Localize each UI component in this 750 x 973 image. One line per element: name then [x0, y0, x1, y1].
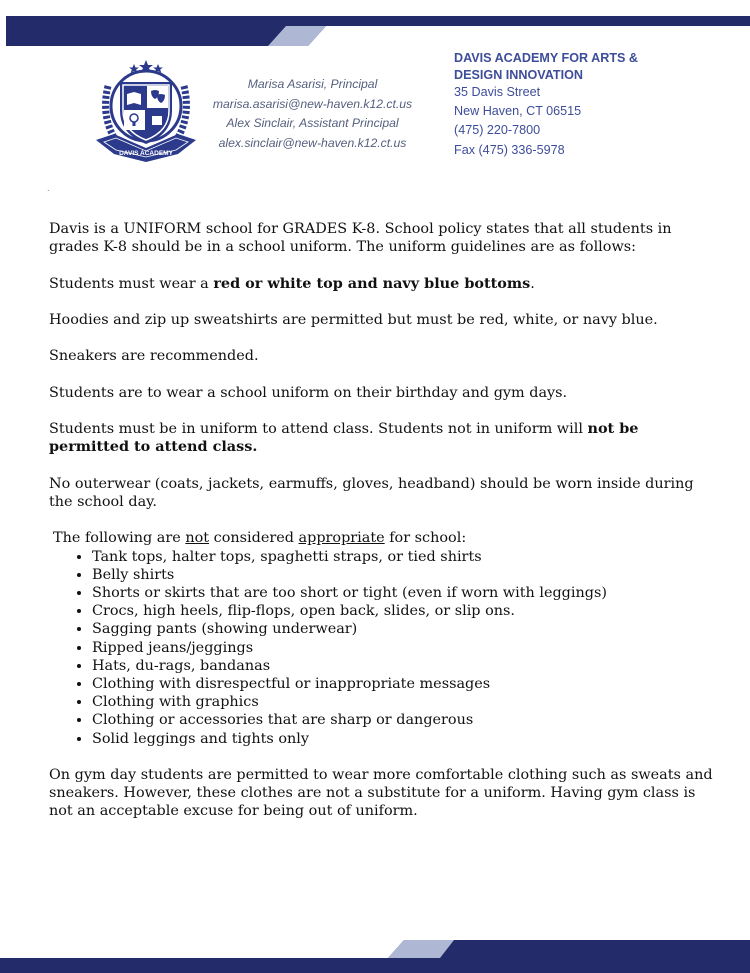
logo-banner-text: DAVIS ACADEMY — [119, 150, 173, 157]
list-item: • Belly shirts — [92, 566, 714, 584]
list-intro-text-a: The following are — [53, 530, 186, 547]
list-intro-text-c: for school: — [384, 530, 467, 547]
assistant-principal-email: alex.sinclair@new-haven.k12.ct.us — [218, 135, 407, 150]
fax-number: Fax (475) 336-5978 — [454, 142, 565, 157]
not-appropriate-list — [49, 548, 714, 748]
sneakers-rule: Sneakers are recommended. — [49, 348, 259, 365]
list-intro-not: not — [185, 530, 210, 547]
policy-body — [49, 220, 714, 821]
top-bottom-rule-emphasis: red or white top and navy blue bottoms — [213, 274, 531, 292]
gym-day-paragraph: On gym day students are permitted to wear more comfortable clothing such as sweats and sneakers. However, these clothes are not a substitute for a uniform. Having gym class is not an acceptable excuse for being out of uniform. — [49, 766, 713, 820]
intro-paragraph: Davis is a UNIFORM school for GRADES K-8. School policy states that all students in grades K-8 should be in a school uniform. The uniform guidelines are as follows: — [49, 221, 672, 256]
principal-email: marisa.asarisi@new-haven.k12.ct.us — [212, 96, 413, 111]
list-item: • Clothing or accessories that are sharp or dangerous — [92, 711, 714, 729]
list-intro — [53, 529, 714, 547]
list-item: • Tank tops, halter tops, spaghetti straps, or tied shirts — [92, 548, 714, 566]
list-item: • Sagging pants (showing underwear) — [92, 620, 714, 638]
hoodies-rule: Hoodies and zip up sweatshirts are permitted but must be red, white, or navy blue. — [49, 311, 658, 328]
list-item: • Clothing with graphics — [92, 693, 714, 711]
assistant-principal-name: Alex Sinclair, Assistant Principal — [226, 116, 399, 130]
birthday-gym-rule: Students are to wear a school uniform on their birthday and gym days. — [49, 384, 568, 401]
bottom-banner-stripe — [0, 940, 750, 973]
top-bottom-rule — [49, 275, 714, 293]
list-item: • Clothing with disrespectful or inappropriate messages — [92, 675, 714, 693]
street-address: 35 Davis Street — [454, 85, 541, 99]
list-intro-text-b: considered — [209, 530, 299, 547]
list-item: • Crocs, high heels, flip-flops, open back, slides, or slip ons. — [92, 602, 714, 620]
school-crest-logo — [94, 56, 198, 168]
city-state-zip: New Haven, CT 06515 — [454, 104, 582, 119]
top-banner-stripe — [6, 16, 750, 46]
list-item: • Ripped jeans/jeggings — [92, 639, 714, 657]
outerwear-rule: No outerwear (coats, jackets, earmuffs, gloves, headband) should be worn inside during the school day. — [49, 475, 694, 510]
phone-number: (475) 220-7800 — [454, 123, 541, 138]
list-item: • Solid leggings and tights only — [92, 730, 714, 748]
top-bottom-rule-end: . — [530, 275, 535, 292]
list-intro-appropriate: appropriate — [298, 530, 385, 547]
school-name-line-2: DESIGN INNOVATION — [454, 67, 583, 82]
list-item: • Shorts or skirts that are too short or tight (even if worn with leggings) — [92, 584, 714, 602]
top-bottom-rule-text: Students must wear a — [49, 275, 214, 292]
attend-class-rule — [49, 420, 714, 456]
attend-class-text: Students must be in uniform to attend class. Students not in uniform will — [49, 421, 588, 438]
attend-class-emphasis: not be permitted to attend class. — [49, 420, 639, 456]
staff-contacts — [205, 75, 420, 153]
school-address-block — [454, 50, 744, 160]
stray-dot: . — [47, 184, 50, 193]
list-item: • Hats, du-rags, bandanas — [92, 657, 714, 675]
principal-name: Marisa Asarisi, Principal — [247, 77, 378, 91]
school-name-line-1: DAVIS ACADEMY FOR ARTS & — [454, 51, 639, 65]
